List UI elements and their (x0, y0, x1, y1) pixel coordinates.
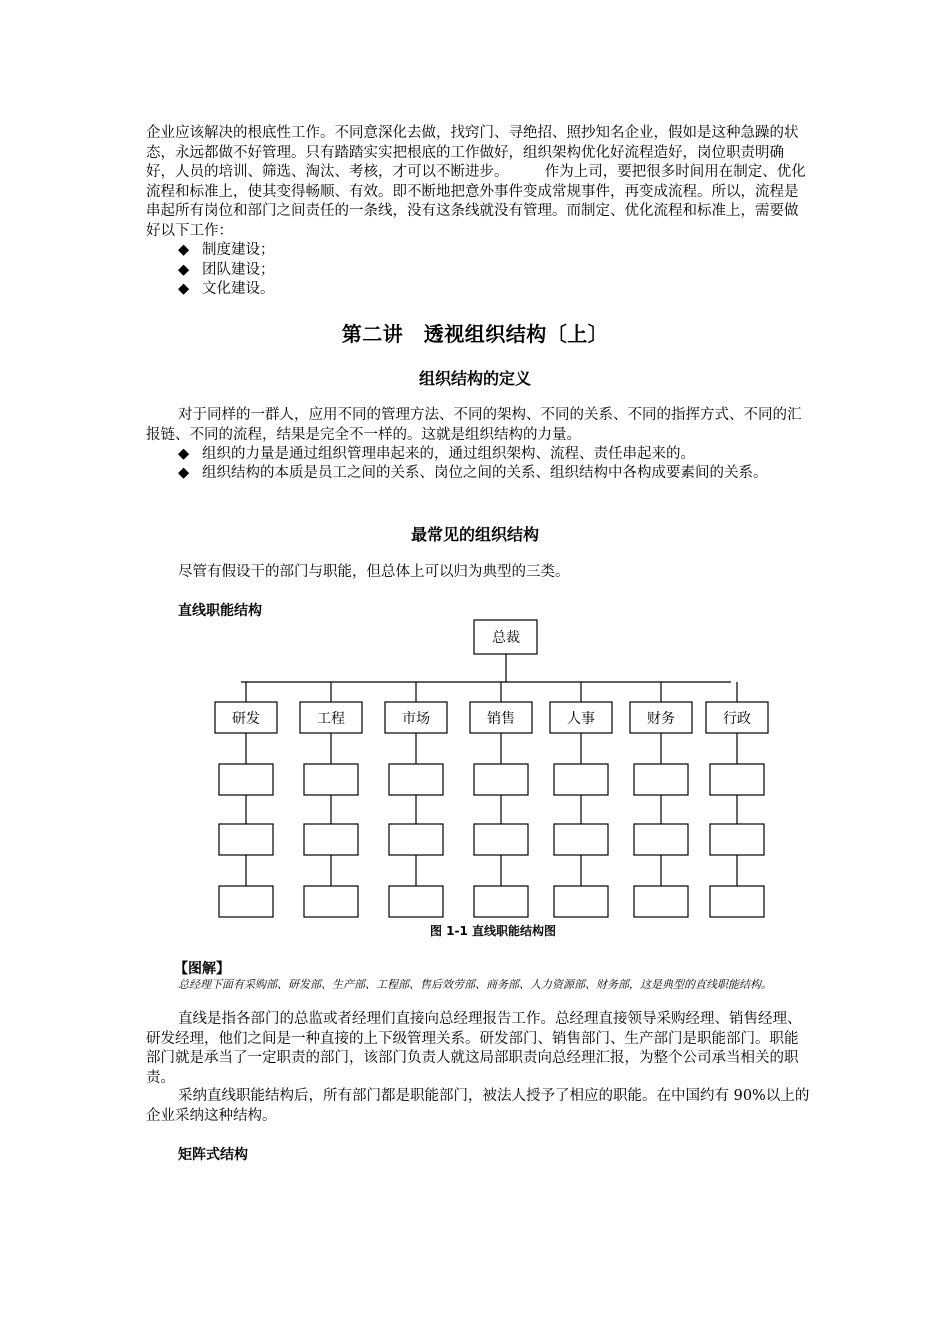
org-box-sub (389, 824, 443, 855)
org-box-top-label: 总裁 (492, 630, 520, 646)
section-title-common: 最常见的组织结构 (410, 525, 539, 544)
bullet-text: 团队建设； (202, 261, 275, 278)
diamond-bullet-icon: ◆ (178, 446, 190, 462)
org-box-department-label: 财务 (647, 711, 675, 727)
diagram-note: 总经理下面有采购部、研发部、生产部、工程部、售后效劳部、商务部、人力资源部、财务部，这是典型的直线职能结构。 (178, 978, 772, 991)
definition-bullet-1: ◆ 组织的力量是通过组织管理串起来的，通过组织架构、流程、责任串起来的。 (146, 445, 810, 465)
diagram-label: 【图解】 (174, 961, 230, 977)
definition-bullet-2: ◆ 组织结构的本质是员工之间的关系、岗位之间的关系、组织结构中各构成要素间的关系。 (146, 464, 810, 484)
bullet-text: 文化建设。 (202, 281, 275, 297)
list-item (178, 241, 275, 261)
org-box-department-label: 销售 (487, 711, 515, 727)
org-box-sub (389, 886, 443, 917)
org-box-sub (219, 824, 273, 855)
org-box-sub (219, 764, 273, 795)
common-paragraph: 尽管有假设干的部门与职能，但总体上可以归为典型的三类。 (178, 564, 570, 580)
list-item (178, 280, 275, 300)
org-box-sub (389, 764, 443, 795)
org-box-department-label: 人事 (567, 711, 595, 727)
diamond-bullet-icon: ◆ (178, 261, 190, 278)
org-box-sub (554, 824, 608, 855)
figure-caption: 图 1-1 直线职能结构图 (429, 924, 557, 938)
org-box-sub (634, 824, 688, 855)
org-box-department-label: 研发 (232, 711, 260, 727)
bullet-text: 制度建设； (202, 242, 275, 258)
line-structure-paragraph-1: 直线是指各部门的总监或者经理们直接向总经理报告工作。总经理直接领导采购经理、销售经理、研发经理，他们之间是一种直接的上下级管理关系。研发部门、销售部门、生产部门是职能部门。职能部门就是承当了一定职责的部门，该部门负责人就这局部职责向总经理汇报，为整个公司承当相关的职责。 (146, 1011, 802, 1086)
org-box-sub (219, 886, 273, 917)
org-box-sub (634, 764, 688, 795)
org-box-sub (474, 886, 528, 917)
org-box-sub (474, 764, 528, 795)
org-chart (180, 612, 770, 922)
org-box-sub (304, 764, 358, 795)
org-box-sub (710, 886, 764, 917)
line-structure-heading: 直线职能结构 (178, 603, 262, 619)
line-structure-paragraph-2: 采纳直线职能结构后，所有部门都是职能部门，被法人授予了相应的职能。在中国约有 90%以上的企业采纳这种结构。 (146, 1088, 810, 1124)
org-box-department-label: 行政 (723, 711, 751, 727)
diamond-bullet-icon: ◆ (178, 465, 190, 481)
org-box-department-label: 工程 (317, 711, 345, 727)
org-box-sub (304, 886, 358, 917)
org-box-sub (474, 824, 528, 855)
intro-bullet-list (178, 241, 275, 300)
diamond-bullet-icon: ◆ (178, 242, 190, 258)
org-box-sub (710, 824, 764, 855)
org-box-department-label: 市场 (402, 711, 430, 727)
org-box-sub (304, 824, 358, 855)
definition-paragraph: 对于同样的一群人，应用不同的管理方法、不同的架构、不同的关系、不同的指挥方式、不同的汇报链、不同的流程，结果是完全不一样的。这就是组织结构的力量。 (146, 407, 802, 443)
org-box-sub (554, 764, 608, 795)
section-title-definition: 组织结构的定义 (418, 369, 531, 388)
lecture-title: 第二讲 透视组织结构〔上〕 (341, 322, 609, 346)
list-item (178, 261, 275, 281)
org-box-sub (554, 886, 608, 917)
org-box-sub (710, 764, 764, 795)
intro-paragraph: 企业应该解决的根底性工作。不同意深化去做，找窍门、寻绝招、照抄知名企业，假如是这种急躁的状态，永远都做不好管理。只有踏踏实实把根底的工作做好，组织架构优化好流程造好，岗位职责明确好，人员的培训、筛选、淘汰、考核，才可以不断进步。 作为上司，要把很多时间用在制定、优化流程和标准上，使其变得畅顺、有效。即不断地把意外事件变成常规事件，再变成流程。所以，流程是串起所有岗位和部门之间责任的一条线，没有这条线就没有管理。而制定、优化流程和标准上，需要做好以下工作： (146, 125, 806, 239)
matrix-heading: 矩阵式结构 (178, 1147, 248, 1163)
org-box-sub (634, 886, 688, 917)
diamond-bullet-icon: ◆ (178, 281, 190, 297)
